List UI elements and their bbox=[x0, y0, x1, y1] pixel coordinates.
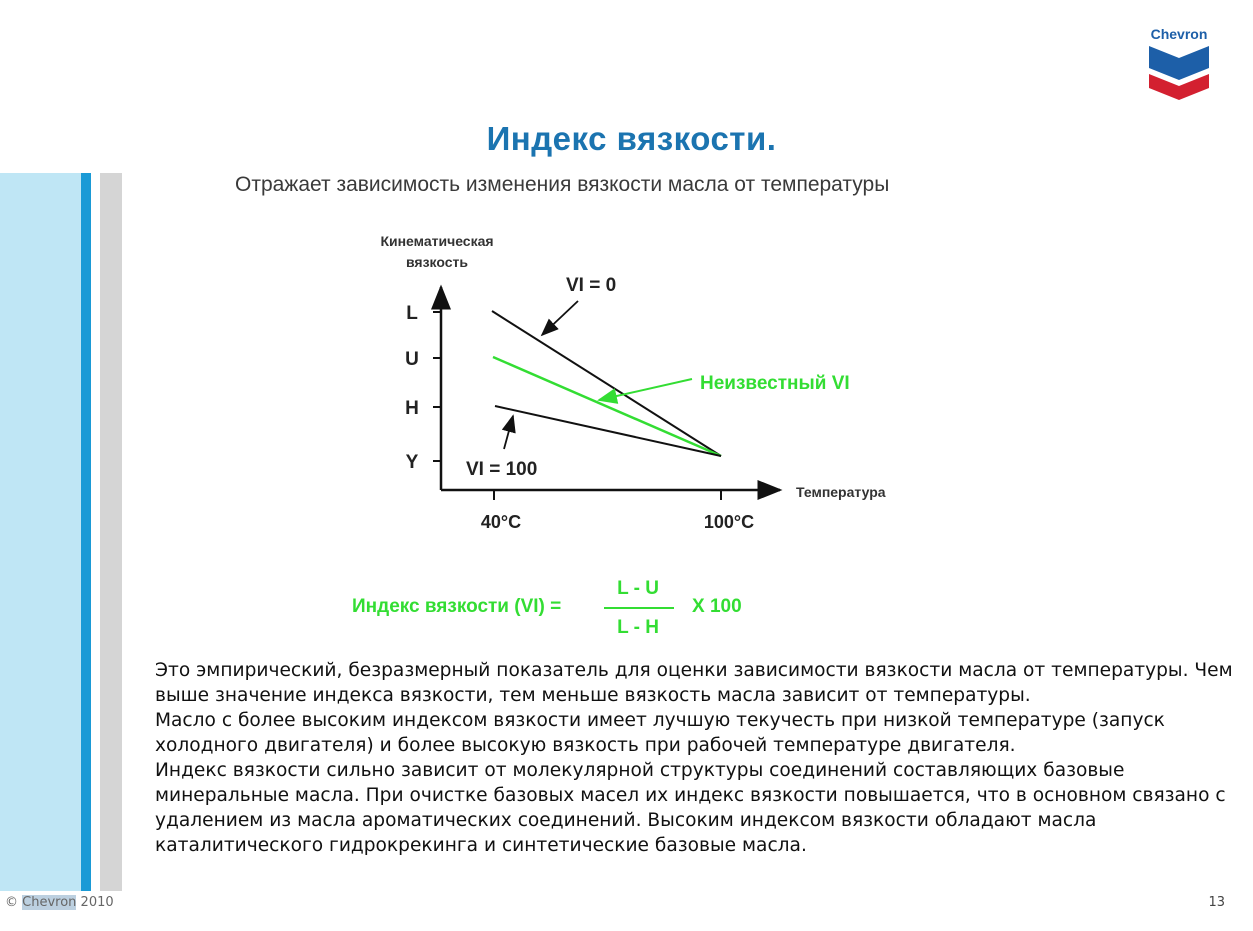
formula-label: Индекс вязкости (VI) = bbox=[352, 596, 562, 617]
formula-denominator: L - H bbox=[617, 617, 659, 638]
decor-stripe-light bbox=[0, 173, 81, 891]
formula-numerator: L - U bbox=[617, 578, 659, 599]
series-line-vi-100 bbox=[495, 406, 721, 456]
copyright-symbol: © bbox=[5, 895, 18, 910]
viscosity-index-chart bbox=[340, 225, 920, 550]
chevron-logo bbox=[1143, 26, 1215, 102]
formula-fraction-bar bbox=[604, 607, 674, 609]
page-number: 13 bbox=[1208, 895, 1225, 910]
y-axis-label-line1: Кинематическая bbox=[380, 233, 494, 249]
series-label-unknown-vi: Неизвестный VI bbox=[700, 373, 850, 394]
y-axis-label-line2: вязкость bbox=[406, 254, 468, 270]
decor-stripe-gray bbox=[100, 173, 122, 891]
footer-brand: Chevron bbox=[22, 895, 77, 910]
pointer-arrow-vi-0 bbox=[542, 301, 578, 335]
formula-multiplier: X 100 bbox=[692, 596, 742, 617]
series-line-unknown-vi bbox=[493, 357, 721, 456]
pointer-arrow-unknown-vi bbox=[599, 379, 692, 400]
footer-copyright bbox=[5, 895, 114, 910]
body-text bbox=[155, 658, 1235, 858]
series-label-vi-100: VI = 100 bbox=[466, 459, 538, 480]
decor-stripe-blue bbox=[81, 173, 91, 891]
slide-title: Индекс вязкости. bbox=[486, 120, 777, 157]
x-tick-label-100: 100°C bbox=[703, 512, 755, 532]
y-level-label-u: U bbox=[405, 349, 419, 370]
slide-subtitle: Отражает зависимость изменения вязкости масла от температуры bbox=[235, 173, 890, 196]
chevron-emblem-icon bbox=[1147, 44, 1211, 100]
y-level-label-y: Y bbox=[405, 452, 419, 473]
x-tick-label-40: 40°C bbox=[480, 512, 522, 532]
series-label-vi-0: VI = 0 bbox=[566, 275, 617, 296]
body-paragraph-3: Индекс вязкости сильно зависит от молекулярной структуры соединений составляющих базовые минеральные масла. При очистке базовых масел их индекс вязкости повышается, что в основном связано с удалением из масла ароматических соединений. Высоким индексом вязкости обладают масла каталитического гидрокрекинга и синтетические базовые масла. bbox=[155, 760, 1226, 856]
pointer-arrow-vi-100 bbox=[504, 416, 513, 449]
y-level-label-h: H bbox=[405, 398, 419, 419]
logo-text: Chevron bbox=[1150, 26, 1208, 42]
y-level-label-l: L bbox=[406, 303, 418, 324]
footer-year: 2010 bbox=[80, 895, 114, 910]
x-axis-label: Температура bbox=[796, 484, 886, 500]
body-paragraph-2: Масло с более высоким индексом вязкости имеет лучшую текучесть при низкой температуре (запуск холодного двигателя) и более высокую вязкость при рабочей температуре двигателя. bbox=[155, 710, 1165, 756]
body-paragraph-1: Это эмпирический, безразмерный показатель для оценки зависимости вязкости масла от температуры. Чем выше значение индекса вязкости, тем меньше вязкость масла зависит от температуры. bbox=[155, 660, 1233, 706]
series-line-vi-0 bbox=[492, 311, 721, 456]
